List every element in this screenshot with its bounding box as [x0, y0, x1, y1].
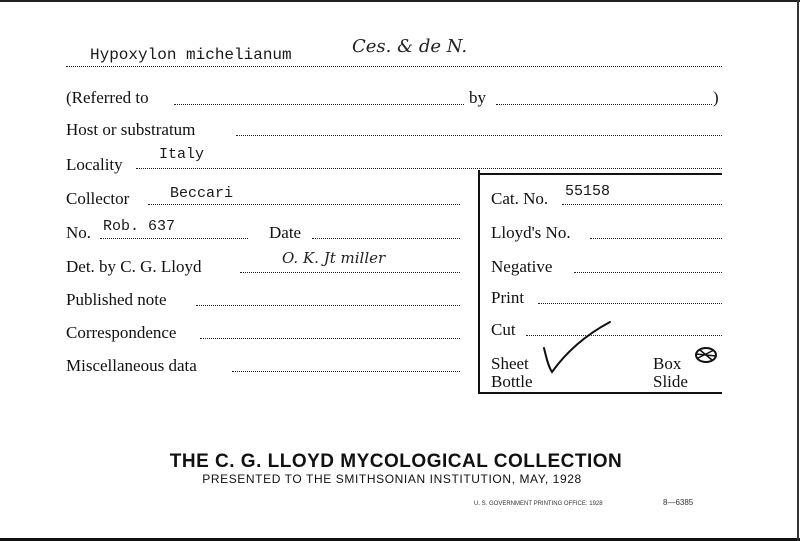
sheet-label: Sheet — [491, 354, 529, 373]
species-name: Hypoxylon michelianum — [90, 46, 292, 64]
det-by-label: Det. by C. G. Lloyd — [66, 257, 202, 276]
right-box-left-border — [478, 170, 480, 394]
bottle-label: Bottle — [491, 372, 533, 391]
misc-data-label: Miscellaneous data — [66, 356, 197, 375]
card-top-edge — [0, 0, 800, 2]
host-line — [236, 135, 722, 136]
collection-subtitle: PRESENTED TO THE SMITHSONIAN INSTITUTION, MAY, 1928 — [202, 472, 582, 486]
no-value: Rob. 637 — [103, 218, 176, 235]
closing-paren: ) — [713, 88, 719, 107]
lloyds-no-line — [590, 238, 722, 239]
cut-label: Cut — [491, 320, 516, 339]
no-label: No. — [66, 223, 92, 242]
right-box-top-border — [478, 173, 722, 175]
box-scribble-icon — [692, 344, 720, 366]
negative-line — [574, 272, 722, 273]
box-label: Box — [653, 354, 682, 373]
det-by-line — [240, 272, 460, 273]
by-label: by — [469, 88, 486, 107]
form-code: 8—6385 — [663, 498, 694, 507]
misc-data-line — [232, 371, 460, 372]
cat-no-label: Cat. No. — [491, 189, 549, 208]
locality-value: Italy — [159, 146, 205, 163]
published-note-line — [196, 305, 460, 306]
referred-to-line — [174, 104, 464, 105]
slide-label: Slide — [653, 372, 688, 391]
correspondence-label: Correspondence — [66, 323, 177, 342]
locality-label: Locality — [66, 155, 123, 174]
collector-value: Beccari — [170, 185, 234, 202]
date-label: Date — [269, 223, 302, 242]
negative-label: Negative — [491, 257, 553, 276]
right-box-bottom-border — [478, 392, 722, 394]
det-handwritten: O. K. Jt miller — [282, 249, 386, 267]
lloyds-no-label: Lloyd's No. — [491, 223, 571, 242]
collector-label: Collector — [66, 189, 130, 208]
date-line — [312, 238, 460, 239]
print-line — [538, 303, 722, 304]
cat-no-line — [562, 204, 722, 205]
locality-line — [136, 168, 722, 169]
cat-no-value: 55158 — [565, 183, 611, 200]
collection-title: THE C. G. LLOYD MYCOLOGICAL COLLECTION — [169, 451, 623, 472]
correspondence-line — [200, 338, 460, 339]
species-line — [66, 66, 722, 67]
by-line — [496, 104, 712, 105]
collector-line — [148, 204, 460, 205]
referred-to-label: (Referred to — [66, 88, 149, 107]
check-mark-icon — [540, 318, 620, 378]
no-line — [100, 238, 248, 239]
published-note-label: Published note — [66, 290, 167, 309]
printing-office-note: U. S. GOVERNMENT PRINTING OFFICE: 1928 — [474, 501, 603, 507]
host-label: Host or substratum — [66, 120, 196, 139]
print-label: Print — [491, 288, 525, 307]
species-author-handwritten: Ces. & de N. — [352, 36, 468, 57]
card-right-edge — [797, 0, 799, 541]
